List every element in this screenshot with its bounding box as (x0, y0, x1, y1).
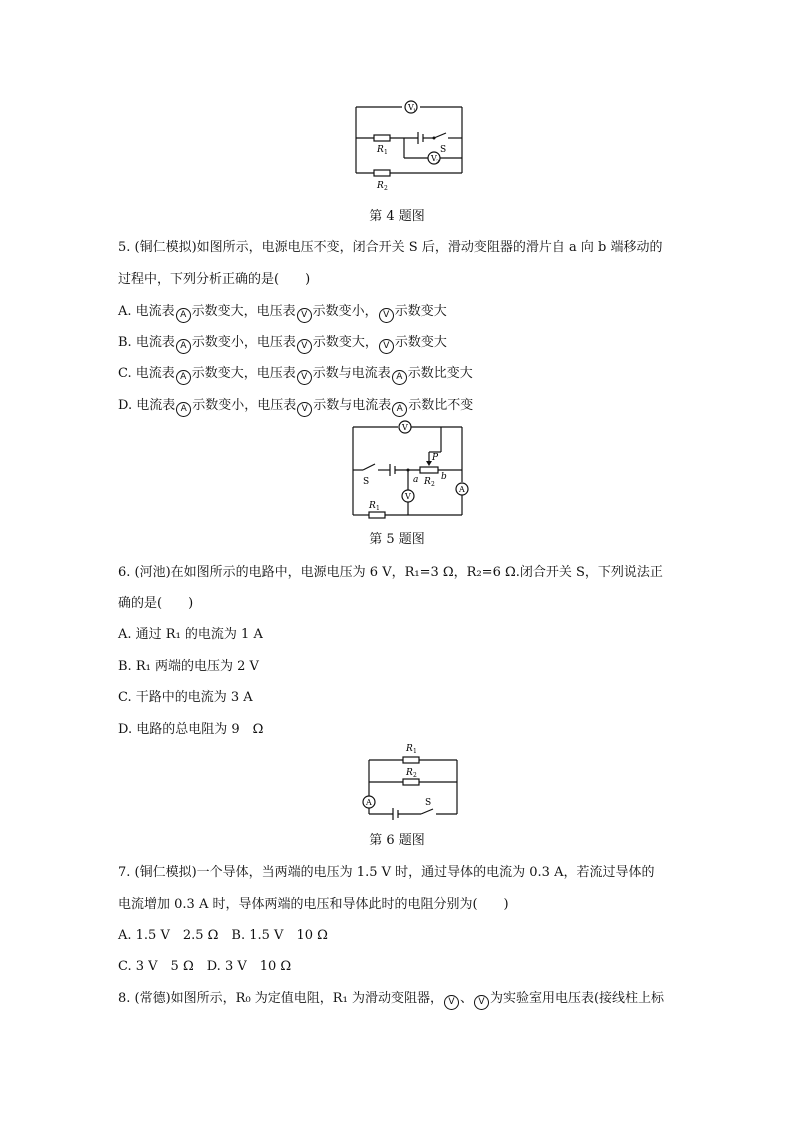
voltmeter-icon: V (379, 339, 394, 354)
q7-stem-line2: 电流增加 0.3 A 时，导体两端的电压和导体此时的电阻分别为( ) (118, 897, 509, 912)
q5-stem-line1: 5. (铜仁模拟)如图所示，电源电压不变，闭合开关 S 后，滑动变阻器的滑片自 a 向 b 端移动的 (118, 240, 663, 255)
fig6-caption: 第 6 题图 (369, 833, 425, 848)
fig6-a-label: A (366, 798, 372, 807)
fig5-v-top-label: V (402, 423, 408, 432)
q5-stem-line2: 过程中，下列分析正确的是( ) (118, 272, 311, 287)
fig4-v1-label: V (408, 103, 414, 112)
fig4-v1-sub: 1 (413, 108, 417, 114)
q6-stem-line2: 确的是( ) (118, 596, 194, 611)
fig4-caption: 第 4 题图 (369, 209, 425, 224)
fig5-a-label: A (459, 485, 465, 494)
fig4-r1-label: R (377, 145, 384, 155)
q7-stem-line1: 7. (铜仁模拟)一个导体，当两端的电压为 1.5 V 时，通过导体的电流为 0.3 A，若流过导体的 (118, 865, 655, 880)
q6-option-b: B. R₁ 两端的电压为 2 V (118, 659, 259, 674)
q6-option-d: D. 电路的总电阻为 9 Ω (118, 722, 264, 737)
figure-5-circuit (345, 420, 470, 522)
q6-option-a: A. 通过 R₁ 的电流为 1 A (118, 627, 263, 642)
fig4-s-label: S (440, 145, 447, 155)
fig5-r1-sub: 1 (376, 505, 380, 512)
ammeter-icon: A (176, 339, 191, 354)
q7-options-cd: C. 3 V 5 Ω D. 3 V 10 Ω (118, 959, 292, 974)
voltmeter-icon: V (474, 995, 489, 1010)
q5-option-c: C. 电流表 A 示数变大，电压表 V 示数与电流表 A 示数比变大 (118, 362, 473, 385)
q5-option-b: B. 电流表 A 示数变小，电压表 V 示数变大， V 示数变大 (118, 331, 447, 354)
figure-6-circuit (355, 738, 465, 824)
q5-option-d: D. 电流表 A 示数变小，电压表 V 示数与电流表 A 示数比不变 (118, 394, 473, 417)
q6-stem-line1: 6. (河池)在如图所示的电路中，电源电压为 6 V，R₁=3 Ω，R₂=6 Ω.闭合开关 S，下列说法正 (118, 565, 663, 580)
fig5-r1-label: R (369, 501, 376, 511)
fig5-r2-label: R (424, 477, 431, 487)
fig5-s-label: S (363, 477, 370, 487)
voltmeter-icon: V (297, 339, 312, 354)
voltmeter-icon: V (379, 308, 394, 323)
fig4-v2-label: V (431, 154, 437, 163)
fig4-v2-sub: 2 (436, 159, 440, 165)
figure-4-circuit (350, 95, 470, 195)
fig4-r2-sub: 2 (384, 185, 388, 192)
voltmeter-icon: V (297, 402, 312, 417)
fig6-s-label: S (425, 798, 432, 808)
voltmeter-icon: V (297, 308, 312, 323)
fig5-v-mid-label: V (405, 492, 411, 501)
ammeter-icon: A (392, 370, 407, 385)
fig4-r2-label: R (377, 181, 384, 191)
fig6-r2-sub: 2 (413, 772, 417, 779)
q5-option-a: A. 电流表 A 示数变大，电压表 V 示数变小， V 示数变大 (118, 300, 447, 323)
fig6-r1-label: R (406, 744, 413, 754)
fig5-r2-sub: 2 (431, 481, 435, 488)
fig5-a-end-label: a (413, 475, 419, 485)
ammeter-icon: A (392, 402, 407, 417)
voltmeter-icon: V (297, 370, 312, 385)
ammeter-icon: A (176, 402, 191, 417)
q8-stem-line1: 8. (常德)如图所示，R₀ 为定值电阻，R₁ 为滑动变阻器， V 、 V 为实验室用电压表(接线柱上标 (118, 987, 664, 1010)
ammeter-icon: A (176, 370, 191, 385)
voltmeter-icon: V (444, 995, 459, 1010)
fig6-r1-sub: 1 (413, 748, 417, 755)
fig4-r1-sub: 1 (384, 149, 388, 156)
q6-option-c: C. 干路中的电流为 3 A (118, 690, 253, 705)
fig5-b-end-label: b (441, 472, 447, 482)
q7-options-ab: A. 1.5 V 2.5 Ω B. 1.5 V 10 Ω (118, 928, 328, 943)
fig5-p-label: P (432, 453, 439, 463)
ammeter-icon: A (176, 308, 191, 323)
fig5-caption: 第 5 题图 (369, 532, 425, 547)
fig6-r2-label: R (406, 768, 413, 778)
